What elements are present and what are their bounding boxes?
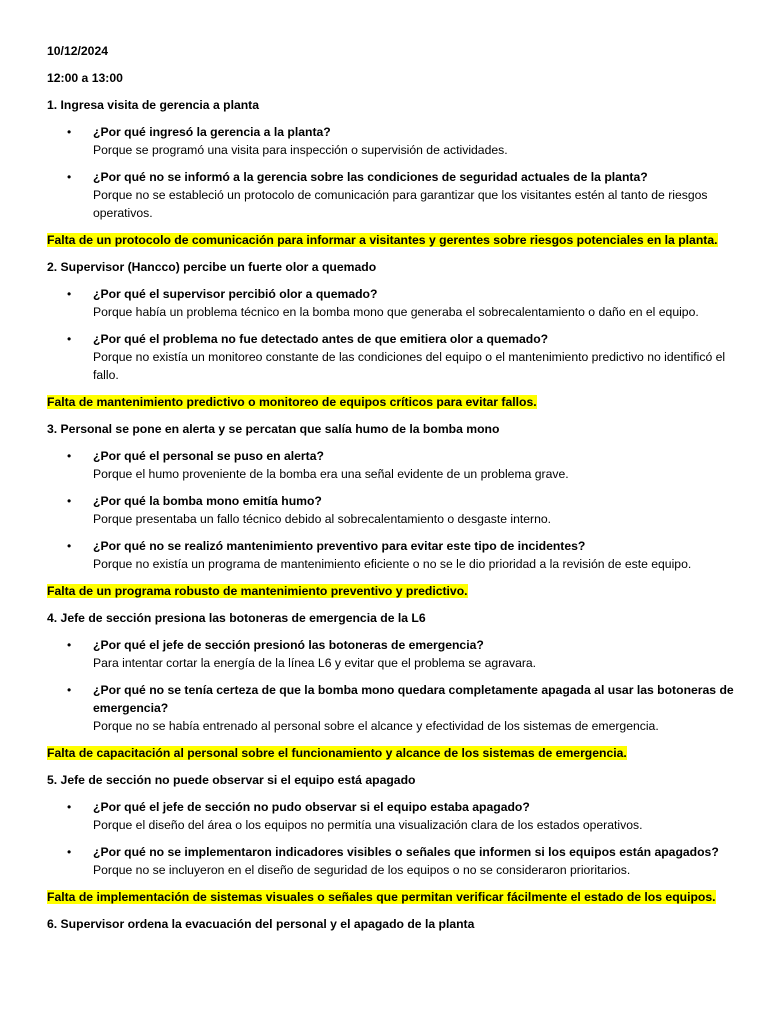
conclusion-text: Falta de un protocolo de comunicación para informar a visitantes y gerentes sobre riesgos potenciales en la planta. [47, 233, 718, 247]
section-title: 1. Ingresa visita de gerencia a planta [47, 98, 260, 112]
report-time-range: 12:00 a 13:00 [47, 71, 123, 85]
question-list [47, 447, 737, 573]
bullet-icon: • [67, 494, 72, 508]
bullet-icon: • [67, 170, 72, 184]
question-text: ¿Por qué el personal se puso en alerta? [93, 449, 324, 463]
section-title: 4. Jefe de sección presiona las botoneras de emergencia de la L6 [47, 611, 426, 625]
conclusion-text: Falta de mantenimiento predictivo o monitoreo de equipos críticos para evitar fallos. [47, 395, 537, 409]
list-item [47, 492, 737, 528]
answer-text: Porque no existía un programa de mantenimiento eficiente o no se le dio prioridad a la revisión de este equipo. [93, 557, 692, 571]
bullet-icon: • [67, 539, 72, 553]
question-text: ¿Por qué el supervisor percibió olor a quemado? [93, 287, 378, 301]
highlighted-conclusion [47, 231, 737, 249]
answer-text: Para intentar cortar la energía de la línea L6 y evitar que el problema se agravara. [93, 656, 537, 670]
conclusion-text: Falta de un programa robusto de mantenimiento preventivo y predictivo. [47, 584, 468, 598]
section-title: 6. Supervisor ordena la evacuación del personal y el apagado de la planta [47, 917, 475, 931]
answer-text: Porque no existía un monitoreo constante de las condiciones del equipo o el mantenimiento predictivo no identificó el fallo. [93, 350, 726, 382]
question-text: ¿Por qué el jefe de sección presionó las botoneras de emergencia? [93, 638, 484, 652]
list-item [47, 843, 737, 879]
conclusion-text: Falta de implementación de sistemas visuales o señales que permitan verificar fácilmente el estado de los equipos. [47, 890, 716, 904]
bullet-icon: • [67, 800, 72, 814]
bullet-icon: • [67, 449, 72, 463]
question-text: ¿Por qué no se implementaron indicadores visibles o señales que informen si los equipos están apagados? [93, 845, 719, 859]
list-item [47, 168, 737, 222]
question-text: ¿Por qué ingresó la gerencia a la planta? [93, 125, 331, 139]
question-list [47, 123, 737, 222]
bullet-icon: • [67, 125, 72, 139]
list-item [47, 798, 737, 834]
question-text: ¿Por qué no se informó a la gerencia sobre las condiciones de seguridad actuales de la planta? [93, 170, 648, 184]
question-list [47, 636, 737, 735]
highlighted-conclusion [47, 744, 737, 762]
list-item [47, 285, 737, 321]
bullet-icon: • [67, 287, 72, 301]
highlighted-conclusion [47, 393, 737, 411]
question-text: ¿Por qué no se realizó mantenimiento preventivo para evitar este tipo de incidentes? [93, 539, 586, 553]
question-list [47, 798, 737, 879]
list-item [47, 681, 737, 735]
question-text: ¿Por qué la bomba mono emitía humo? [93, 494, 322, 508]
list-item [47, 123, 737, 159]
section-title: 5. Jefe de sección no puede observar si el equipo está apagado [47, 773, 416, 787]
question-list [47, 285, 737, 384]
question-text: ¿Por qué no se tenía certeza de que la bomba mono quedara completamente apagada al usar las botoneras de emergencia? [93, 683, 734, 715]
answer-text: Porque no se había entrenado al personal sobre el alcance y efectividad de los sistemas de emergencia. [93, 719, 659, 733]
section-title: 2. Supervisor (Hancco) percibe un fuerte olor a quemado [47, 260, 377, 274]
bullet-icon: • [67, 845, 72, 859]
conclusion-text: Falta de capacitación al personal sobre el funcionamiento y alcance de los sistemas de emergencia. [47, 746, 627, 760]
bullet-icon: • [67, 683, 72, 697]
answer-text: Porque había un problema técnico en la bomba mono que generaba el sobrecalentamiento o daño en el equipo. [93, 305, 699, 319]
answer-text: Porque el humo proveniente de la bomba era una señal evidente de un problema grave. [93, 467, 569, 481]
list-item [47, 330, 737, 384]
list-item [47, 636, 737, 672]
bullet-icon: • [67, 332, 72, 346]
answer-text: Porque no se estableció un protocolo de comunicación para garantizar que los visitantes estén al tanto de riesgos operativos. [93, 188, 708, 220]
section-title: 3. Personal se pone en alerta y se percatan que salía humo de la bomba mono [47, 422, 500, 436]
list-item [47, 537, 737, 573]
answer-text: Porque presentaba un fallo técnico debido al sobrecalentamiento o desgaste interno. [93, 512, 552, 526]
answer-text: Porque no se incluyeron en el diseño de seguridad de los equipos o no se consideraron prioritarios. [93, 863, 631, 877]
question-text: ¿Por qué el problema no fue detectado antes de que emitiera olor a quemado? [93, 332, 549, 346]
question-text: ¿Por qué el jefe de sección no pudo observar si el equipo estaba apagado? [93, 800, 530, 814]
highlighted-conclusion [47, 582, 737, 600]
report-date: 10/12/2024 [47, 44, 108, 58]
answer-text: Porque se programó una visita para inspección o supervisión de actividades. [93, 143, 508, 157]
list-item [47, 447, 737, 483]
analysis-sections [47, 96, 737, 933]
answer-text: Porque el diseño del área o los equipos no permitía una visualización clara de los estados operativos. [93, 818, 643, 832]
document-page [47, 42, 737, 942]
highlighted-conclusion [47, 888, 737, 906]
bullet-icon: • [67, 638, 72, 652]
